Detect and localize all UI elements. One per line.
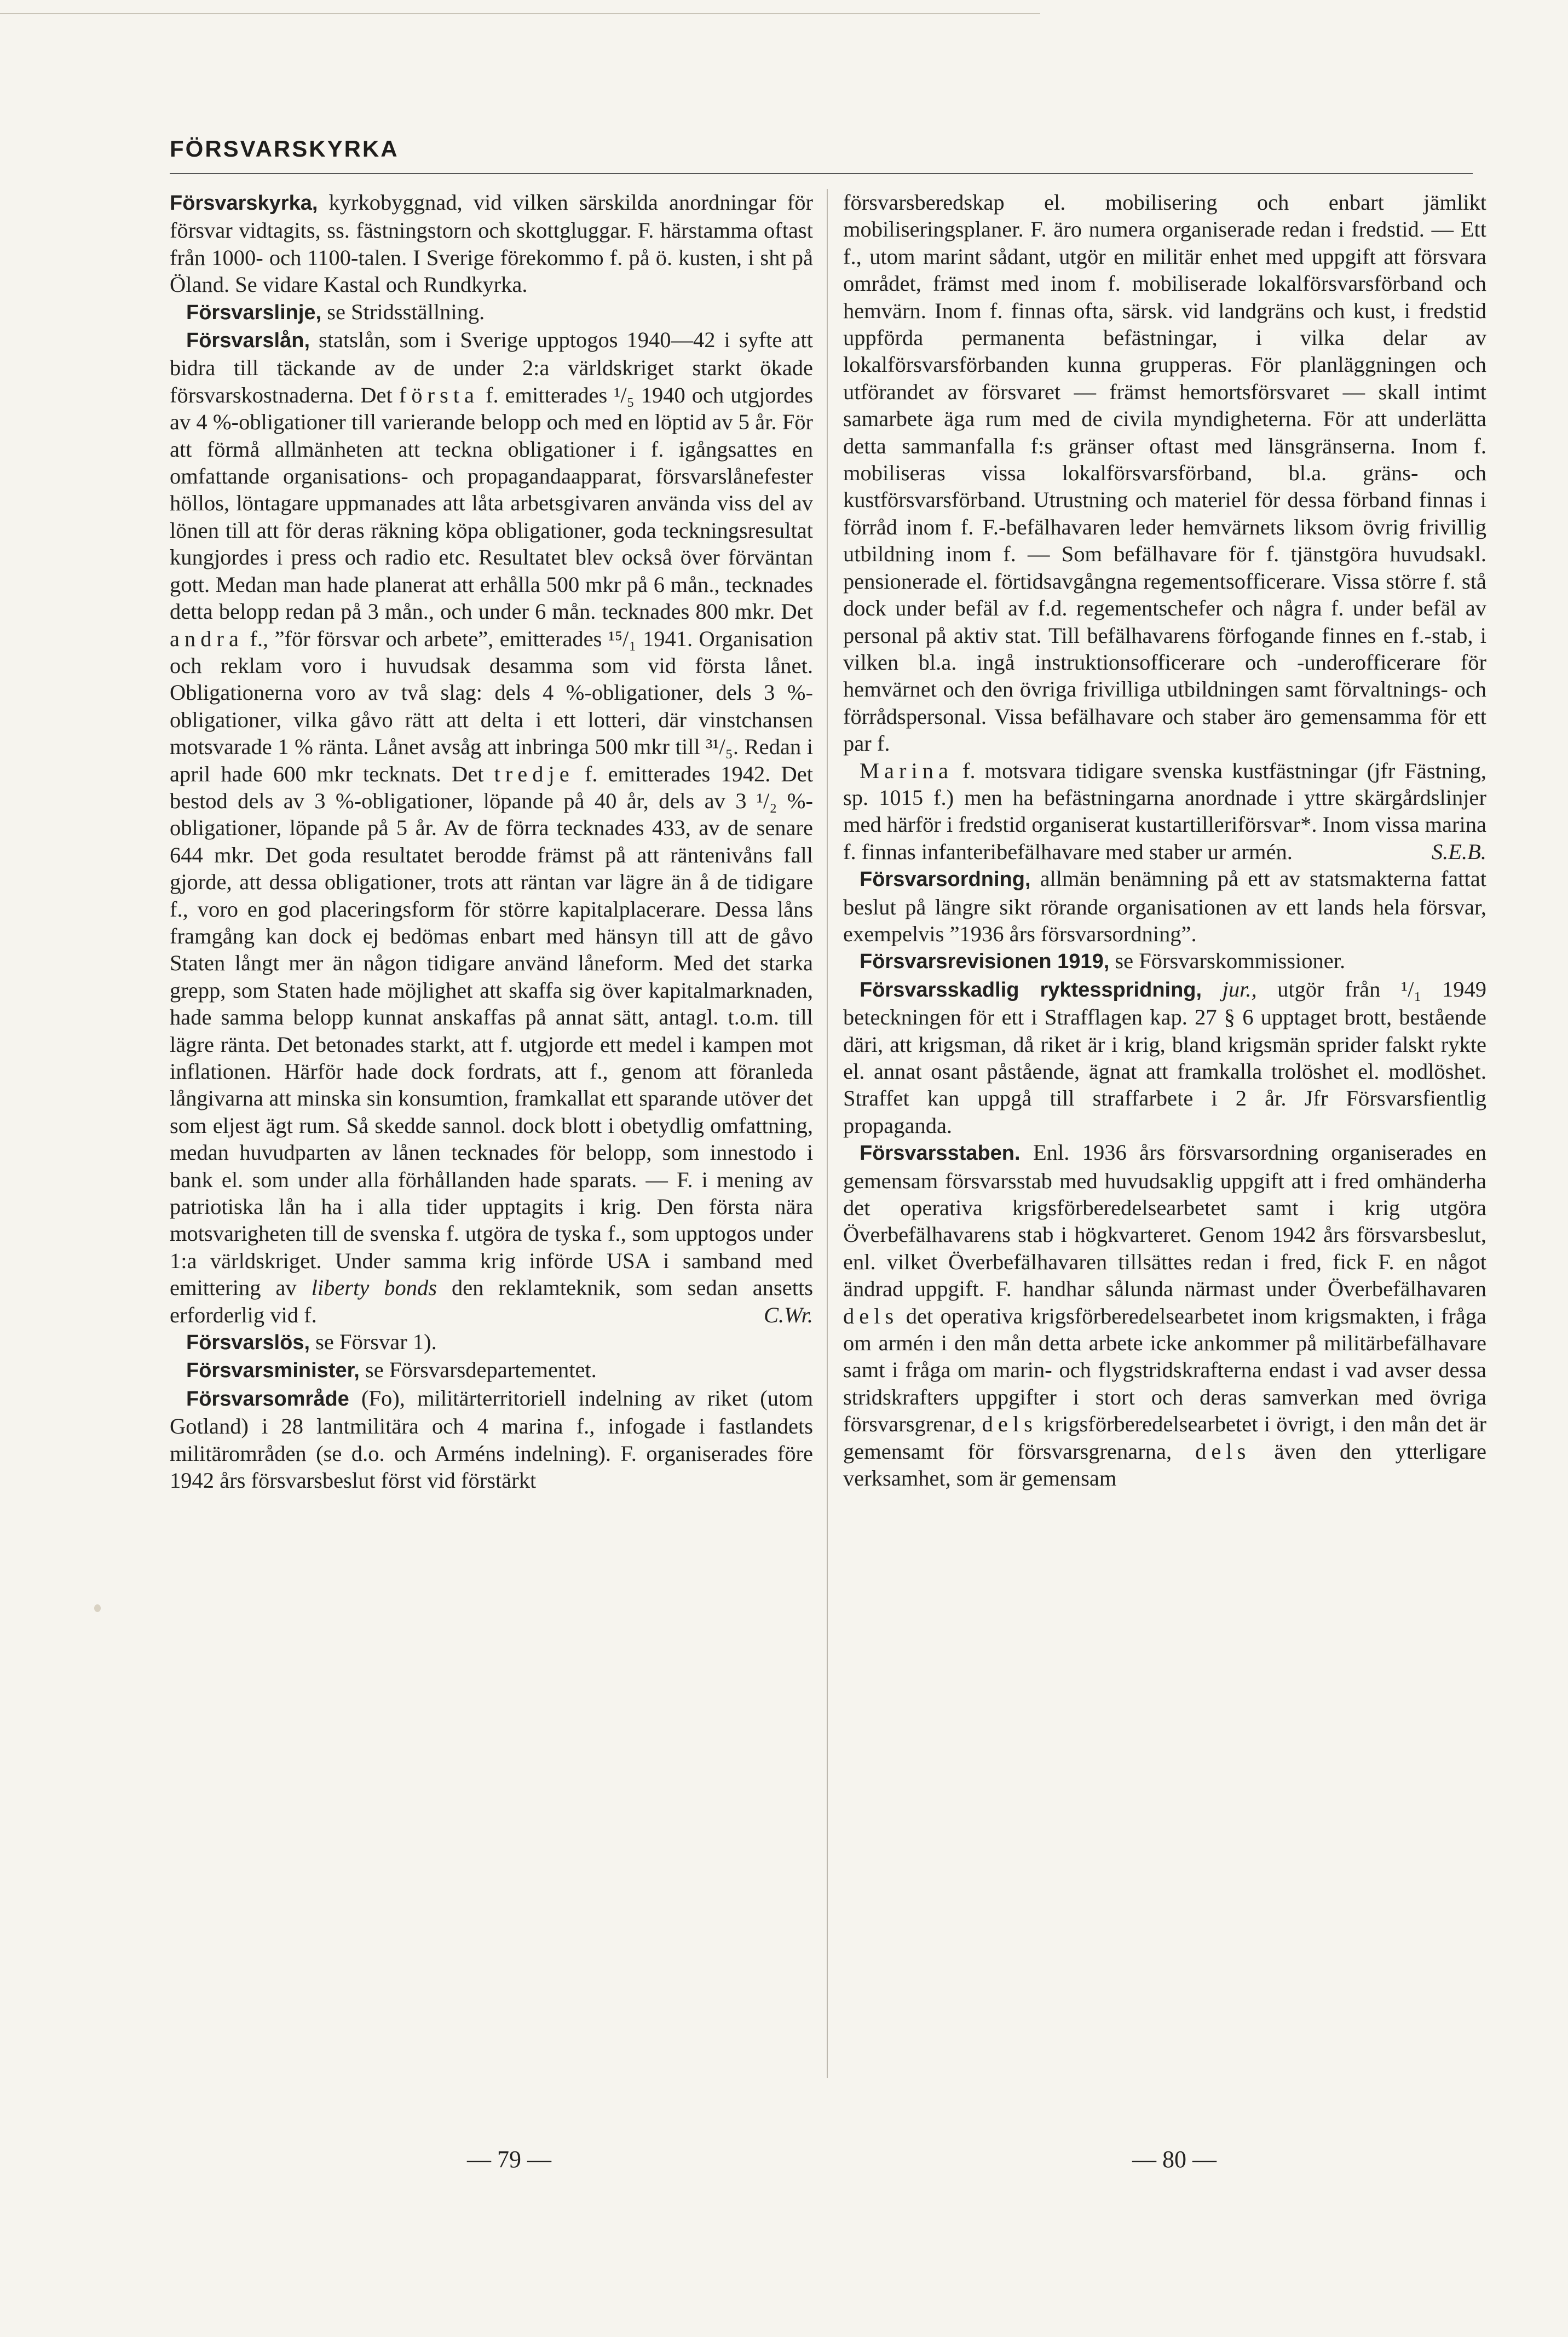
entry-forsvarsminister	[170, 1356, 813, 1384]
entry-term: Försvarslös,	[186, 1331, 310, 1355]
entry-text: (Fo), militärterritoriell indelning av riket (utom Gotland) i 28 lantmilitära och 4 marina f., infogade i fastlandets militärområden (se d.o. och Arméns indelning). F. organiserades före 1942 års försvarsbeslut först vid förstärkt	[170, 1385, 813, 1493]
entry-term: Försvarslinje,	[186, 301, 322, 324]
entry-term: Försvarsrevisionen 1919,	[860, 950, 1110, 974]
entry-text: försvarsberedskap el. mobilisering och enbart jämlikt mobiliseringsplaner. F. äro numera organiserade redan i fredstid. — Ett f., utom marint sådant, utgör en militär enhet med uppgift att försvara området, främst med inom f. mobiliserade lokalförsvarsförband och hemvärn. Inom f. finnas ofta, särsk. vid landgräns och kust, i fredstid uppförda permanenta befästningar, i vilka delar av lokalförsvarsförbanden kunna grupperas. För planläggningen och utförandet av försvaret — främst hemortsförsvaret — skall intimt samarbete äga rum med de civila myndigheterna. För att underlätta detta sammanfalla f:s gränser oftast med länsgränserna. Inom f. mobiliseras vissa lokalförsvarsförband, bl.a. gräns- och kustförsvarsförband. Utrustning och materiel för dessa förband finnas i förråd inom f. F.-befälhavaren leder hemvärnets liksom övrig frivillig utbildning inom f. — Som befälhavare för f. tjänstgöra huvudsakl. pensionerade el. förtidsavgångna regementsofficerare. Vissa större f. stå dock under befäl av f.d. regementschefer och några f. under befäl av personal på aktiv stat. Till befälhavarens förfogande finnes en f.-stab, i vilken bl.a. ingå instruktionsofficerare och -underofficerare för hemvärnet och den övriga frivilliga utbildningen samt förvaltnings- och förrådspersonal. Vissa befälhavare och staber äro gemensamma för ett par f.	[843, 190, 1486, 756]
entry-text: f. emitterades ¹/₅ 1940 och utgjordes av 4 %-obligationer till varierande belopp och med en löptid av 5 år. För att förmå allmänheten att teckna obligationer i f. igångsattes en omfattande organisations- och propagandaapparat, försvarslånefester höllos, löntagare uppmanades att låta arbetsgivaren använda viss del av lönen till att för deras räkning köpa obligationer, goda teckningsresultat kungjordes i press och radio etc. Resultatet blev också över förväntan gott. Medan man hade planerat att erhålla 500 mkr på 6 mån., tecknades detta belopp redan på 3 mån., och under 6 mån. tecknades 800 mkr. Det	[170, 382, 813, 624]
entry-forsvarslan	[170, 326, 813, 1328]
entry-text: den reklamteknik, som sedan ansetts erforderlig vid f.	[170, 1275, 813, 1327]
entry-forsvarsomrade-continued	[843, 189, 1486, 757]
entry-forsvarsrevisionen	[843, 947, 1486, 975]
page-number-right: — 80 —	[1132, 2146, 1217, 2173]
entry-text: statslån, som i Sverige upptogos 1940—42 i syfte att bidra till täckande av de under 2:a världskriget starkt ökade försvarskostnaderna. Det	[170, 327, 813, 407]
paper-speck	[94, 1604, 101, 1612]
entry-forsvarsordning	[843, 865, 1486, 947]
spaced-word: andra	[170, 626, 244, 651]
entry-text: allmän benämning på ett av statsmakterna fattat beslut på längre sikt rörande organisationen av ett lands hela försvar, exempelvis ”1936 års försvarsordning”.	[843, 866, 1486, 946]
entry-text: utgör från ¹/₁ 1949 beteckningen för ett i Strafflagen kap. 27 § 6 upptaget brott, bestående däri, att krigsman, då riket är i krig, bland krigsmän sprider falskt rykte el. annat osant påstående, ägnat att framkalla trolöshet el. modlöshet. Straffet kan uppgå till straffarbete i 2 år. Jfr Försvarsfientlig propaganda.	[843, 976, 1486, 1138]
spaced-word: tredje	[494, 761, 574, 786]
spaced-word: dels	[843, 1303, 899, 1328]
author-signature: S.E.B.	[1431, 839, 1486, 864]
italic-phrase: jur.,	[1202, 976, 1257, 1001]
author-signature: C.Wr.	[763, 1302, 813, 1327]
entry-text: se Försvarskommissioner.	[1109, 948, 1346, 974]
entry-text: f., ”för försvar och arbete”, emitterades ¹⁵/₁ 1941. Organisation och reklam voro i huvudsak desamma som vid första lånet. Obligationerna voro av två slag: dels 4 %-obligationer, dels 3 %-obligationer, vilka gåvo rätt att delta i ett lotteri, där vinstchansen motsvarade 1 % ränta. Lånet avsåg att inbringa 500 mkr till ³¹/₅. Redan i april hade 600 mkr tecknats. Det	[170, 626, 813, 786]
entry-text: kyrkobyggnad, vid vilken särskilda anordningar för försvar vidtagits, ss. fästningstorn och skottgluggar. F. härstamma oftast från 1000- och 1100-talen. I Sverige förekommo f. på ö. kusten, i sht på Öland. Se vidare Kastal och Rundkyrka.	[170, 190, 813, 297]
entry-term: Försvarsstaben.	[860, 1142, 1021, 1165]
running-head: FÖRSVARSKYRKA	[170, 136, 399, 162]
entry-forsvarsstaben	[843, 1139, 1486, 1492]
right-column	[843, 189, 1486, 2089]
entry-text: se Försvarsdepartementet.	[359, 1357, 597, 1383]
entry-text: även den ytterligare verksamhet, som är gemensam	[843, 1438, 1486, 1491]
entry-term: Försvarskyrka,	[170, 192, 318, 215]
entry-term: Försvarsminister,	[186, 1359, 360, 1383]
entry-text: f. emitterades 1942. Det bestod dels av 3 %-obligationer, löpande på 40 år, dels av 3 ¹/₂ %-obligationer, löpande på 5 år. Av de förra tecknades 433, av de senare 644 mkr. Det goda resultatet berodde främst på att räntenivåns fall gjorde, att dessa obligationer, trots att räntan var lägre än å de tidigare f., voro en god placeringsform för större kapitalplacerare. Dessa låns framgång kan dock ej bedömas enbart med hänsyn till att de gåvo Staten långt mer än någon tidigare använd låneform. Med det starka grepp, som Staten hade möjlighet att skaffa sig över kapitalmarknaden, hade samma belopp kunnat anskaffas på annat sätt, antagl. t.o.m. till lägre ränta. Det betonades starkt, att f. utgjorde ett medel i kampen mot inflationen. Härför hade dock fordrats, att f., genom att föranleda långivarna att minska sin konsumtion, framkallat ett sparande utöver det som eljest ägt rum. Så skedde sannol. dock blott i obetydlig omfattning, medan huvudparten av lånen tecknades för belopp, som innestodo i bank el. som under alla förhållanden hade sparats. — F. i mening av patriotiska lån ha i alla tider upptagits i krig. Den första nära motsvarigheten till de svenska f. utgöra de tyska f., som upptogos under 1:a världskriget. Under samma krig införde USA i samband med emittering av	[170, 761, 813, 1300]
entry-forsvarskyrka	[170, 189, 813, 298]
spaced-word: dels	[1195, 1438, 1251, 1464]
italic-phrase: liberty bonds	[311, 1275, 437, 1300]
entry-forsvarsskadlig-ryktesspridning	[843, 976, 1486, 1139]
entry-term: Försvarsordning,	[860, 868, 1031, 891]
left-column	[170, 189, 813, 2089]
entry-term: Försvarsskadlig ryktesspridning,	[860, 978, 1202, 1001]
header-rule	[170, 173, 1473, 174]
entry-text: det operativa krigsförberedelsearbetet inom krigsmakten, i fråga om armén i den mån detta arbete icke ankommer på militärbefälhavare samt i fråga om marin- och flygstridskrafterna endast i vad avser dessa stridskrafters uppgifter i stort och deras samverkan med övriga försvarsgrenar,	[843, 1303, 1486, 1437]
spaced-word: Marina	[860, 758, 953, 783]
entry-text: f. motsvara tidigare svenska kustfästningar (jfr Fästning, sp. 1015 f.) men ha befästningarna anordnade i yttre skärgårdslinjer med härför i fredstid organiserat kustartilleriförsvar*. Inom vissa marina f. finnas infanteribefälhavare med staber ur armén.	[843, 758, 1486, 864]
entry-term: Försvarsområde	[186, 1387, 349, 1411]
page-number-left: — 79 —	[467, 2146, 551, 2173]
entry-term: Försvarslån,	[186, 329, 310, 353]
entry-text: Enl. 1936 års försvarsordning organiserades en gemensam försvarsstab med huvudsaklig uppgift att i fred omhänderha det operativa krigsförberedelsearbetet samt i krig utgöra Överbefälhavarens stab i högkvarteret. Genom 1942 års försvarsbeslut, enl. vilket Överbefälhavaren tillsättes redan i fred, fick F. en något ändrad uppgift. F. handhar sålunda närmast under Överbefälhavaren	[843, 1140, 1486, 1302]
entry-text: se Försvar 1).	[310, 1329, 437, 1355]
column-divider	[827, 189, 828, 2078]
top-edge-line	[0, 13, 1040, 14]
entry-forsvarsomrade	[170, 1385, 813, 1494]
entry-forsvarslinje	[170, 298, 813, 326]
spaced-word: dels	[982, 1412, 1037, 1437]
entry-text: se Stridsställning.	[321, 299, 485, 324]
entry-marina-forsvarsomraden	[843, 757, 1486, 866]
spaced-word: första	[399, 382, 479, 407]
entry-text: krigsförberedelsearbetet i övrigt, i den mån det är gemensamt för försvarsgrenarna,	[843, 1412, 1486, 1464]
entry-forsvarslos	[170, 1328, 813, 1356]
